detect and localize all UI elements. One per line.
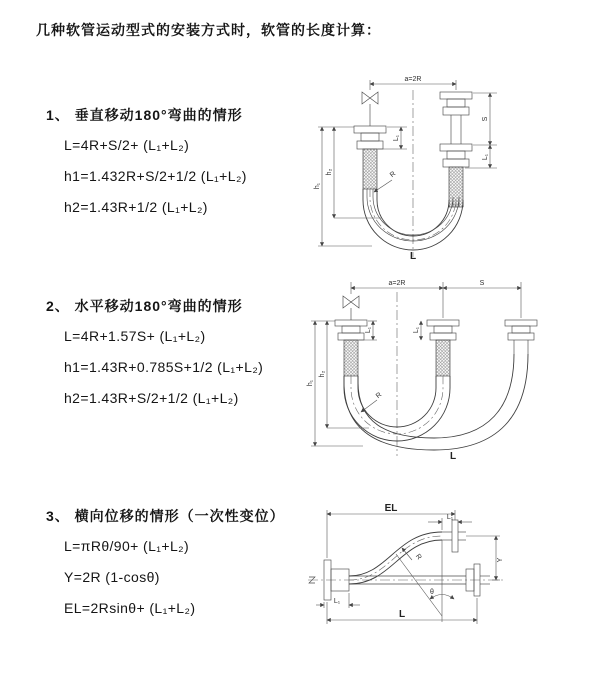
dim-label-theta: θ: [430, 589, 434, 596]
formula-h2: h2=1.43R+1/2 (L₁+L₂): [64, 199, 208, 215]
formula-L: L=4R+S/2+ (L₁+L₂): [64, 137, 190, 153]
formula-L: L=4R+1.57S+ (L₁+L₂): [64, 328, 206, 344]
formula-EL: EL=2Rsinθ+ (L₁+L₂): [64, 600, 196, 616]
diagram-lateral-displacement: [296, 498, 598, 648]
left-pipe-flange: [354, 126, 386, 189]
dim-label-r: R: [413, 553, 423, 562]
valve-icon: [343, 296, 359, 320]
dimension-y: [466, 536, 504, 580]
page-title: 几种软管运动型式的安装方式时，软管的长度计算：: [36, 22, 381, 38]
dim-label-a2r: a=2R: [404, 76, 422, 83]
dimension-l1-left: [359, 321, 377, 340]
dimension-l1-top: [428, 514, 472, 530]
left-pipe-flange: [335, 320, 367, 376]
dim-label-y: Y: [497, 557, 504, 563]
formula-h1: h1=1.43R+0.785S+1/2 (L₁+L₂): [64, 359, 264, 375]
dim-label-l1-top: L₁: [446, 514, 454, 521]
dimension-a-2r: [370, 76, 456, 90]
dim-label-l: L: [409, 251, 417, 262]
dim-label-l: L: [449, 451, 457, 462]
dim-label-h2: h₂: [319, 370, 326, 378]
valve-icon: [362, 92, 378, 126]
dim-label-r: R: [374, 391, 384, 401]
dimension-l: [327, 598, 477, 624]
section-3-heading: 3、 横向位移的情形（一次性变位）: [46, 508, 285, 524]
dimension-l1-left: [378, 127, 407, 149]
dim-label-r: R: [388, 170, 398, 180]
dim-label-s: S: [482, 116, 489, 122]
right-pipe-flange-moved-position: [505, 320, 537, 354]
dim-label-h1: h₁: [314, 182, 321, 190]
formula-h1: h1=1.432R+S/2+1/2 (L₁+L₂): [64, 168, 247, 184]
dimension-s: [465, 93, 497, 168]
dim-label-h2: h₂: [326, 168, 333, 176]
dimension-el: [327, 503, 455, 558]
dim-label-l1-middle: L₁: [413, 326, 420, 334]
formula-Y: Y=2R (1-cosθ): [64, 569, 160, 585]
dimension-a-2r: [351, 280, 521, 318]
dim-label-el: EL: [384, 503, 398, 514]
middle-pipe-flange: [427, 320, 459, 376]
formula-L: L=πRθ/90+ (L₁+L₂): [64, 538, 190, 554]
dim-label-l: L: [398, 609, 406, 620]
formula-h2: h2=1.43R+S/2+1/2 (L₁+L₂): [64, 390, 239, 406]
radius-callout: [374, 171, 397, 192]
dim-label-a2r: a=2R: [388, 280, 406, 287]
section-horizontal-180: [46, 296, 326, 422]
section-lateral-displacement: [46, 506, 326, 632]
dim-label-l1-left: L₁: [333, 598, 341, 605]
diagram-vertical-180-bend: [310, 70, 598, 260]
diagram-horizontal-180-bend: [303, 276, 598, 461]
dim-label-l1-right: L₁: [482, 153, 489, 161]
dim-label-l1-left: L₁: [365, 326, 372, 334]
hose-s-curve-displaced: [349, 520, 466, 584]
section-1-heading: 1、 垂直移动180°弯曲的情形: [46, 107, 243, 123]
dimension-l1-left: [316, 593, 360, 608]
dimension-l1-middle: [413, 321, 421, 340]
dim-label-h1: h₁: [307, 379, 314, 387]
right-pipe-flange-two-positions: [440, 92, 472, 207]
section-vertical-180: [46, 105, 326, 231]
dim-label-l1-left: L₁: [393, 134, 400, 142]
dim-label-s: S: [479, 280, 485, 287]
section-2-heading: 2、 水平移动180°弯曲的情形: [46, 298, 243, 314]
